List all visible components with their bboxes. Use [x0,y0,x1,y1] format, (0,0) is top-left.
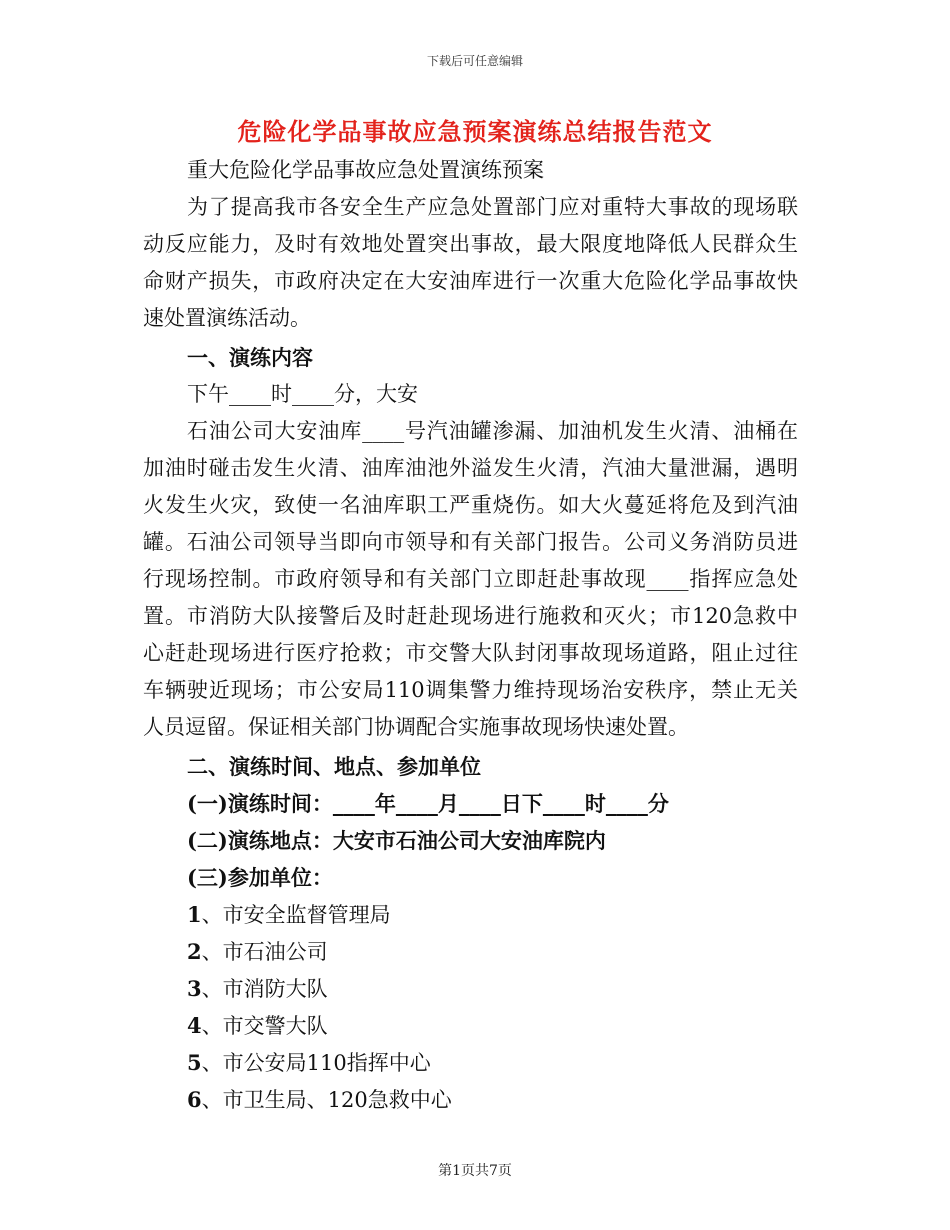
header-note: 下载后可任意编辑 [426,54,523,68]
section1-line: 车辆驶近现场；市公安局110调集警力维持现场治安秩序，禁止无关 [143,678,798,702]
section1-time: 下午____时____分，大安 [187,382,418,406]
unit-number: 2 [187,939,202,964]
unit-item [143,970,798,1007]
document-body [143,152,798,1118]
section1-line: 火发生火灾，致使一名油库职工严重烧伤。如大火蔓延将危及到汽油 [143,493,798,517]
section2-place: (二)演练地点：大安市石油公司大安油库院内 [187,828,606,853]
unit-number: 5 [187,1050,202,1075]
unit-number: 4 [187,1013,202,1038]
unit-number: 3 [187,976,202,1001]
unit-item [143,1081,798,1118]
section2-heading: 二、演练时间、地点、参加单位 [187,754,481,779]
intro-line: 动反应能力，及时有效地处置突出事故，最大限度地降低人民群众生 [143,232,798,256]
section1-line: 罐。石油公司领导当即向市领导和有关部门报告。公司义务消防员进 [143,530,798,554]
page-footer: 第1页共7页 [438,1163,512,1179]
intro-line: 为了提高我市各安全生产应急处置部门应对重特大事故的现场联 [187,195,798,219]
unit-text: 、市公安局110指挥中心 [201,1051,431,1075]
section1-heading: 一、演练内容 [187,345,313,370]
section1-line: 加油时碰击发生火清、油库油池外溢发生火清，汽油大量泄漏，遇明 [143,456,798,480]
section1-line: 心赶赴现场进行医疗抢救；市交警大队封闭事故现场道路，阻止过往 [143,641,798,665]
section1-line: 行现场控制。市政府领导和有关部门立即赶赴事故现____指挥应急处 [143,567,798,591]
section1-line: 人员逗留。保证相关部门协调配合实施事故现场快速处置。 [143,715,689,739]
unit-item [143,896,798,933]
subtitle: 重大危险化学品事故应急处置演练预案 [187,158,544,182]
unit-text: 、市消防大队 [201,977,328,1001]
unit-number: 1 [187,902,202,927]
section1-line: 石油公司大安油库____号汽油罐渗漏、加油机发生火清、油桶在 [187,419,798,443]
section2-units-heading: (三)参加单位： [187,865,333,890]
intro-line: 速处置演练活动。 [143,306,311,330]
unit-text: 、市卫生局、120急救中心 [201,1088,452,1112]
unit-item [143,1007,798,1044]
document-title: 危险化学品事故应急预案演练总结报告范文 [237,117,713,146]
unit-text: 、市安全监督管理局 [201,903,391,927]
section1-line: 置。市消防大队接警后及时赶赴现场进行施救和灭火；市120急救中 [143,604,798,628]
unit-number: 6 [187,1087,202,1112]
unit-text: 、市石油公司 [201,940,328,964]
unit-item [143,1044,798,1081]
unit-text: 、市交警大队 [201,1014,328,1038]
intro-line: 命财产损失，市政府决定在大安油库进行一次重大危险化学品事故快 [143,269,798,293]
unit-item [143,933,798,970]
section2-time: (一)演练时间：____年____月____日下____时____分 [187,791,669,816]
